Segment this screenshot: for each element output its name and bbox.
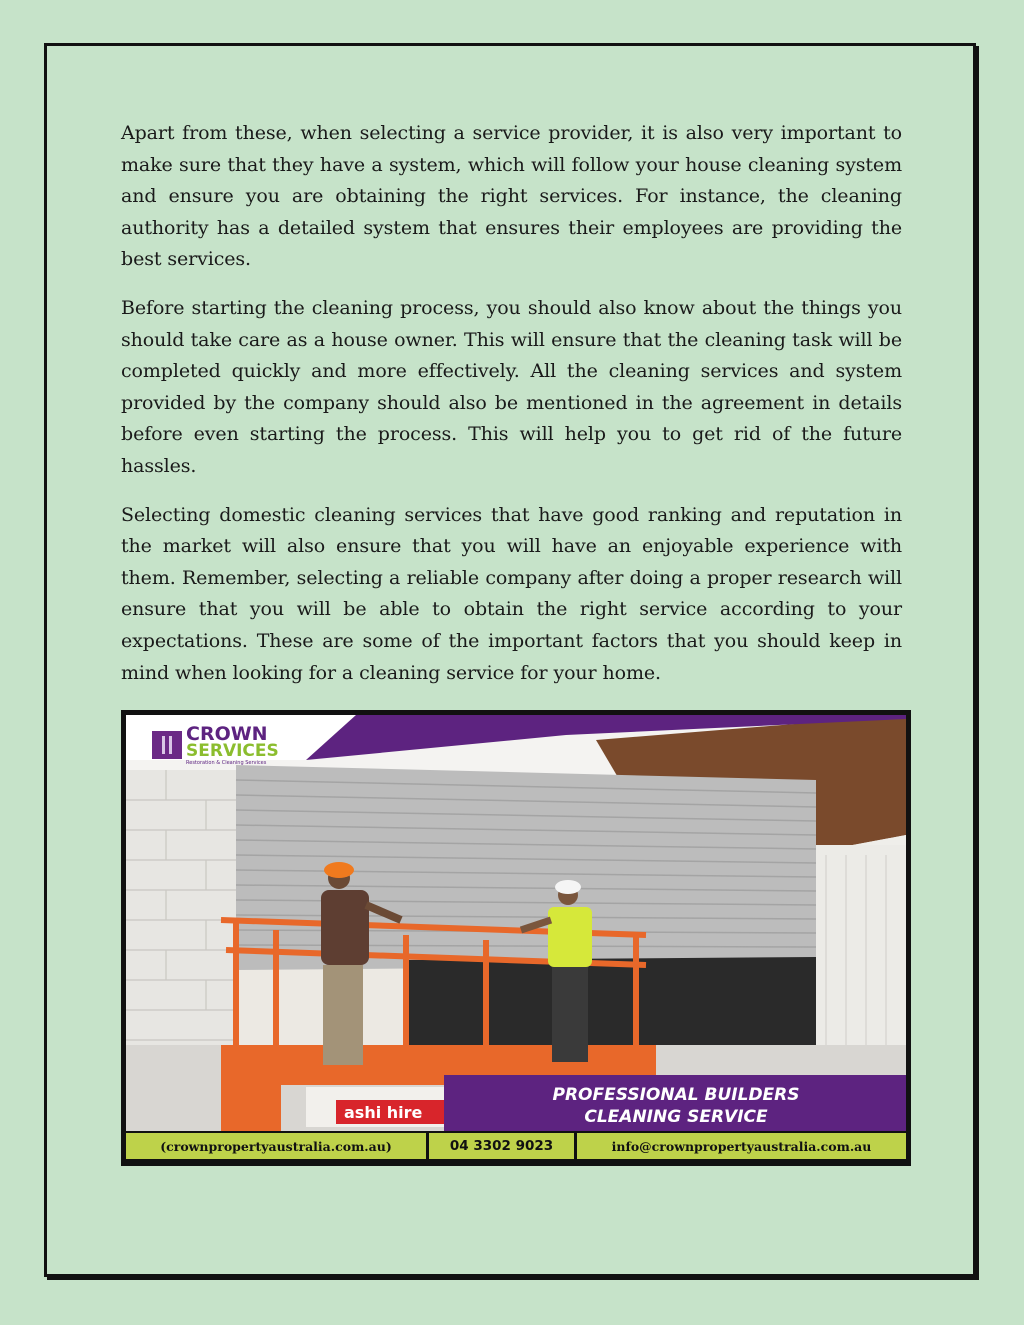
email-label: info@crownpropertyaustralia.com.au (577, 1133, 906, 1159)
logo-mark-icon (152, 731, 182, 759)
body-text (121, 118, 902, 706)
phone-label: 04 3302 9023 (429, 1133, 574, 1159)
logo-subtitle: SERVICES (186, 741, 279, 761)
headline-line-2: CLEANING SERVICE (584, 1107, 768, 1127)
paragraph-1: Apart from these, when selecting a service provider, it is also very important to make sure that they have a system, which will follow your house cleaning system and ensure you are obtaining the right services. For instance, the cleaning authority has a detailed system that ensures their employees are providing the best services. (121, 122, 902, 271)
logo-tagline: Restoration & Cleaning Services (186, 760, 267, 766)
headline-line-1: PROFESSIONAL BUILDERS (552, 1085, 800, 1105)
lift-brand-label: ashi hire (344, 1103, 423, 1122)
logo-title: CROWN (186, 723, 268, 745)
crown-services-logo (152, 723, 312, 767)
ad-headline (446, 1078, 906, 1139)
advertisement-image (121, 710, 911, 1166)
paragraph-3: Selecting domestic cleaning services that have good ranking and reputation in the market will also ensure that you will have an enjoyable experience with them. Remember, selecting a reliable company after doing a proper research will ensure that you will be able to obtain the right service according to your expectations. These are some of the important factors that you should keep in mind when looking for a cleaning service for your home. (121, 503, 902, 684)
paragraph-2: Before starting the cleaning process, you should also know about the things you should take care as a house owner. This will ensure that the cleaning task will be completed quickly and more effectively. All the cleaning services and system provided by the company should also be mentioned in the agreement in details before even starting the process. This will help you to get rid of the future hassles. (121, 296, 902, 477)
contact-bar (126, 1131, 906, 1161)
website-label: (crownpropertyaustralia.com.au) (126, 1133, 426, 1159)
